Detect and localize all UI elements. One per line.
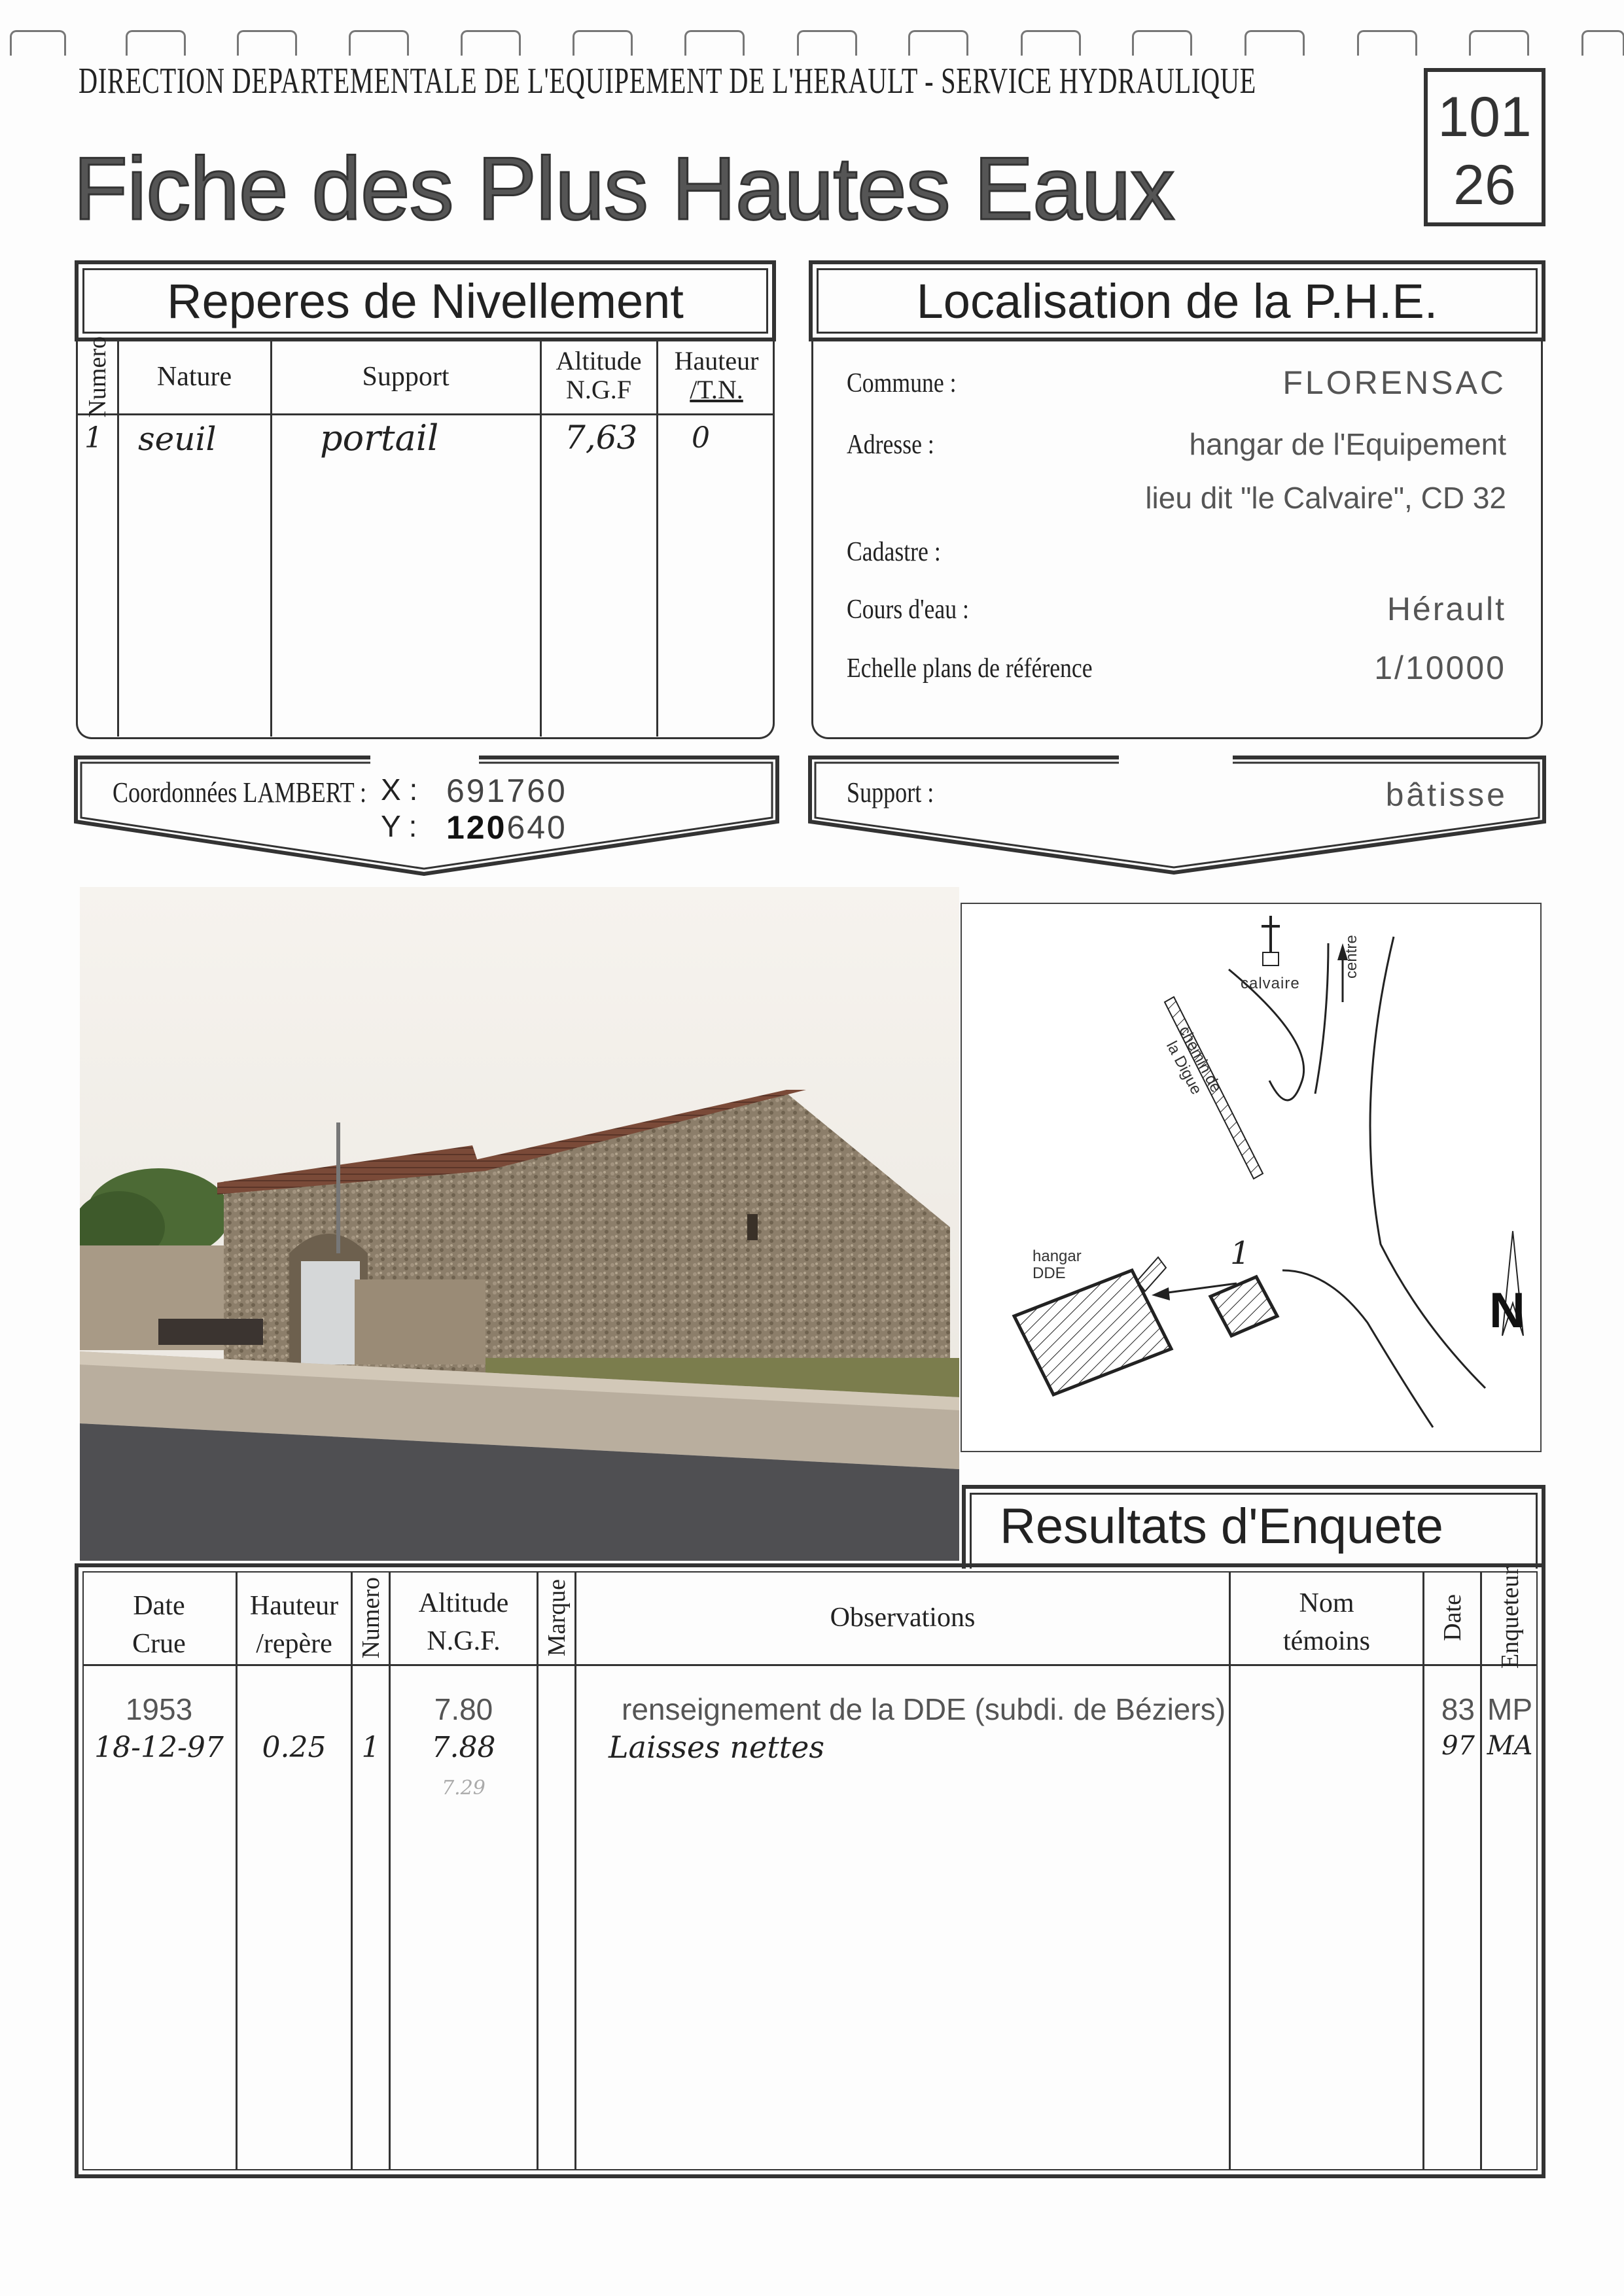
plan-label-hangar: hangar DDE [1033,1247,1082,1282]
reperes-row-nature: seuil [138,420,217,458]
reperes-table [76,336,775,739]
echelle-label: Echelle plans de référence [847,653,1093,684]
localisation-title: Localisation de la P.H.E. [916,273,1438,328]
commune-value: FLORENSAC [1282,364,1506,401]
res-row1-altitude: 7.80 [434,1692,493,1726]
lambert-y-label: Y : [381,809,417,843]
code-line-1: 101 [1438,86,1532,148]
reperes-col-altitude: Altitude N.G.F [556,346,642,404]
plan-label-calvaire: calvaire [1241,975,1300,992]
page-title: Fiche des Plus Hautes Eaux [73,139,1174,238]
res-col-observations: Observations [830,1603,976,1633]
code-line-2: 26 [1453,154,1516,217]
reperes-row-support: portail [320,417,439,459]
localisation-title-box [809,260,1545,341]
resultats-title: Resultats d'Enquete [1000,1499,1443,1554]
reperes-row-hauteur: 0 [692,421,710,455]
direction-header: DIRECTION DEPARTEMENTALE DE L'EQUIPEMENT DE L'HERAULT - SERVICE HYDRAULIQUE [79,61,1257,101]
resultats-table [75,1563,1545,2178]
res-col-numero: Numero [357,1576,385,1659]
cadastre-label: Cadastre : [847,537,941,567]
res-col-hauteur: Hauteur /repère [249,1591,339,1659]
reperes-col-hauteur: Hauteur /T.N. [674,346,759,404]
res-col-date-crue: Date Crue [132,1591,186,1659]
res-row2-altitude: 7.88 [431,1731,496,1764]
plan-marker-1: 1 [1230,1235,1250,1272]
lambert-y-value: 120640 [446,809,567,846]
res-row2-enqueteur: MA [1487,1731,1533,1761]
cours-eau-value: Hérault [1386,591,1506,627]
commune-label: Commune : [847,368,957,398]
site-photo [80,887,959,1561]
res-row2-date: 97 [1441,1731,1475,1761]
res-col-enqueteur: Enqueteur [1496,1566,1524,1669]
res-row1-enqueteur: MP [1487,1692,1532,1726]
reperes-col-support: Support [362,362,450,392]
res-col-date: Date [1438,1594,1466,1641]
lambert-x-label: X : [381,773,418,807]
reperes-title: Reperes de Nivellement [167,273,684,328]
res-row1-date: 83 [1441,1692,1475,1726]
res-pencil-note: 7.29 [442,1777,485,1800]
reperes-row-numero: 1 [84,421,103,455]
adresse-line-1: hangar de l'Equipement [1189,427,1506,461]
plan-label-centre: centre [1343,935,1360,979]
res-row1-observations: renseignement de la DDE (subdi. de Béziers) [622,1692,1226,1726]
res-row2-numero: 1 [361,1731,380,1764]
support-label: Support : [847,776,934,809]
lambert-label: Coordonnées LAMBERT : [113,776,367,809]
res-col-marque: Marque [542,1578,571,1657]
reperes-row-altitude: 7,63 [565,419,638,457]
res-row2-observations: Laisses nettes [609,1730,824,1765]
res-col-altitude: Altitude N.G.F. [418,1588,509,1656]
north-icon: N [1489,1283,1525,1338]
reperes-col-nature: Nature [156,362,232,392]
adresse-label: Adresse : [847,430,934,460]
cours-eau-label: Cours d'eau : [847,595,969,625]
res-col-nom-temoins: Nom témoins [1283,1588,1370,1656]
echelle-value: 1/10000 [1374,650,1506,686]
adresse-line-2: lieu dit "le Calvaire", CD 32 [1145,481,1506,515]
res-row1-date-crue: 1953 [125,1692,193,1726]
reperes-col-numero: Numero [84,336,111,418]
plan-label-chemin: chemin de la Digue [1162,1023,1226,1098]
lambert-x-value: 691760 [446,773,567,809]
res-row2-hauteur: 0.25 [262,1731,327,1764]
reperes-title-box [75,260,776,341]
fiche-code-box [1424,68,1545,226]
res-row2-date-crue: 18-12-97 [94,1731,224,1764]
support-value: bâtisse [1385,776,1508,813]
